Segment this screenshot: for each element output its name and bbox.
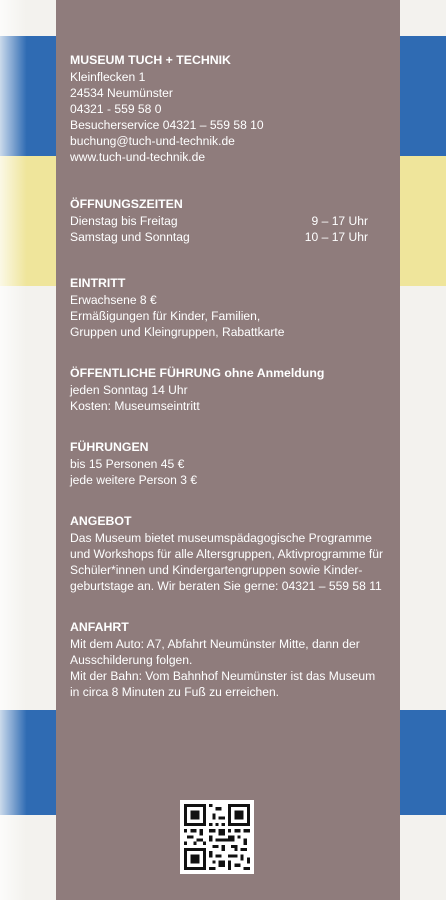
hours-time: 10 – 17 Uhr	[304, 230, 368, 244]
offer-line: und Workshops für alle Altersgruppen, Aktivprogramme für	[70, 547, 384, 561]
paper-fold-edge	[0, 0, 38, 900]
admission-section	[70, 275, 386, 340]
offer-line: Schüler*innen und Kindergartengruppen sowie Kinder-	[70, 563, 363, 577]
public-tour-line: jeden Sonntag 14 Uhr	[70, 383, 188, 397]
address-street: Kleinflecken 1	[70, 70, 146, 84]
hours-row	[70, 229, 386, 245]
qr-code-icon[interactable]	[180, 800, 254, 874]
admission-line: Gruppen und Kleingruppen, Rabattkarte	[70, 325, 285, 339]
address-city: 24534 Neumünster	[70, 86, 173, 100]
directions-line: Ausschilderung folgen.	[70, 653, 193, 667]
hours-days: Dienstag bis Freitag	[70, 214, 178, 228]
directions-line: in circa 8 Minuten zu Fuß zu erreichen.	[70, 685, 280, 699]
directions-title: ANFAHRT	[70, 620, 129, 634]
directions-line: Mit der Bahn: Vom Bahnhof Neumünster ist das Museum	[70, 669, 376, 683]
info-panel	[56, 0, 400, 900]
opening-hours-section	[70, 196, 386, 245]
website-link[interactable]: www.tuch-und-technik.de	[70, 150, 206, 164]
hours-time: 9 – 17 Uhr	[311, 214, 368, 228]
hours-days: Samstag und Sonntag	[70, 230, 190, 244]
offer-line: Das Museum bietet museumspädagogische Programme	[70, 531, 372, 545]
offer-line: geburtstage an. Wir beraten Sie gerne: 04321 – 559 58 11	[70, 579, 382, 593]
tours-title: FÜHRUNGEN	[70, 440, 149, 454]
public-tour-title-suffix: ohne Anmeldung	[220, 366, 325, 380]
tours-line: jede weitere Person 3 €	[70, 473, 198, 487]
public-tour-section	[70, 365, 386, 414]
admission-line: Ermäßigungen für Kinder, Familien,	[70, 309, 261, 323]
public-tour-title-main: ÖFFENTLICHE FÜHRUNG	[70, 366, 221, 380]
visitor-service-phone: Besucherservice 04321 – 559 58 10	[70, 118, 264, 132]
museum-name: MUSEUM TUCH + TECHNIK	[70, 53, 231, 67]
admission-title: EINTRITT	[70, 276, 126, 290]
offer-title: ANGEBOT	[70, 514, 132, 528]
directions-section	[70, 619, 386, 700]
public-tour-title	[70, 365, 386, 382]
public-tour-line: Kosten: Museumseintritt	[70, 399, 200, 413]
admission-line: Erwachsene 8 €	[70, 293, 157, 307]
phone-number: 04321 - 559 58 0	[70, 102, 162, 116]
tours-section	[70, 439, 386, 488]
hours-row	[70, 213, 386, 229]
contact-section	[70, 52, 386, 165]
email-link[interactable]: buchung@tuch-und-technik.de	[70, 134, 235, 148]
directions-line: Mit dem Auto: A7, Abfahrt Neumünster Mitte, dann der	[70, 637, 360, 651]
qr-code-graphic	[184, 804, 250, 870]
opening-hours-title: ÖFFNUNGSZEITEN	[70, 197, 183, 211]
offer-section	[70, 513, 386, 594]
tours-line: bis 15 Personen 45 €	[70, 457, 185, 471]
